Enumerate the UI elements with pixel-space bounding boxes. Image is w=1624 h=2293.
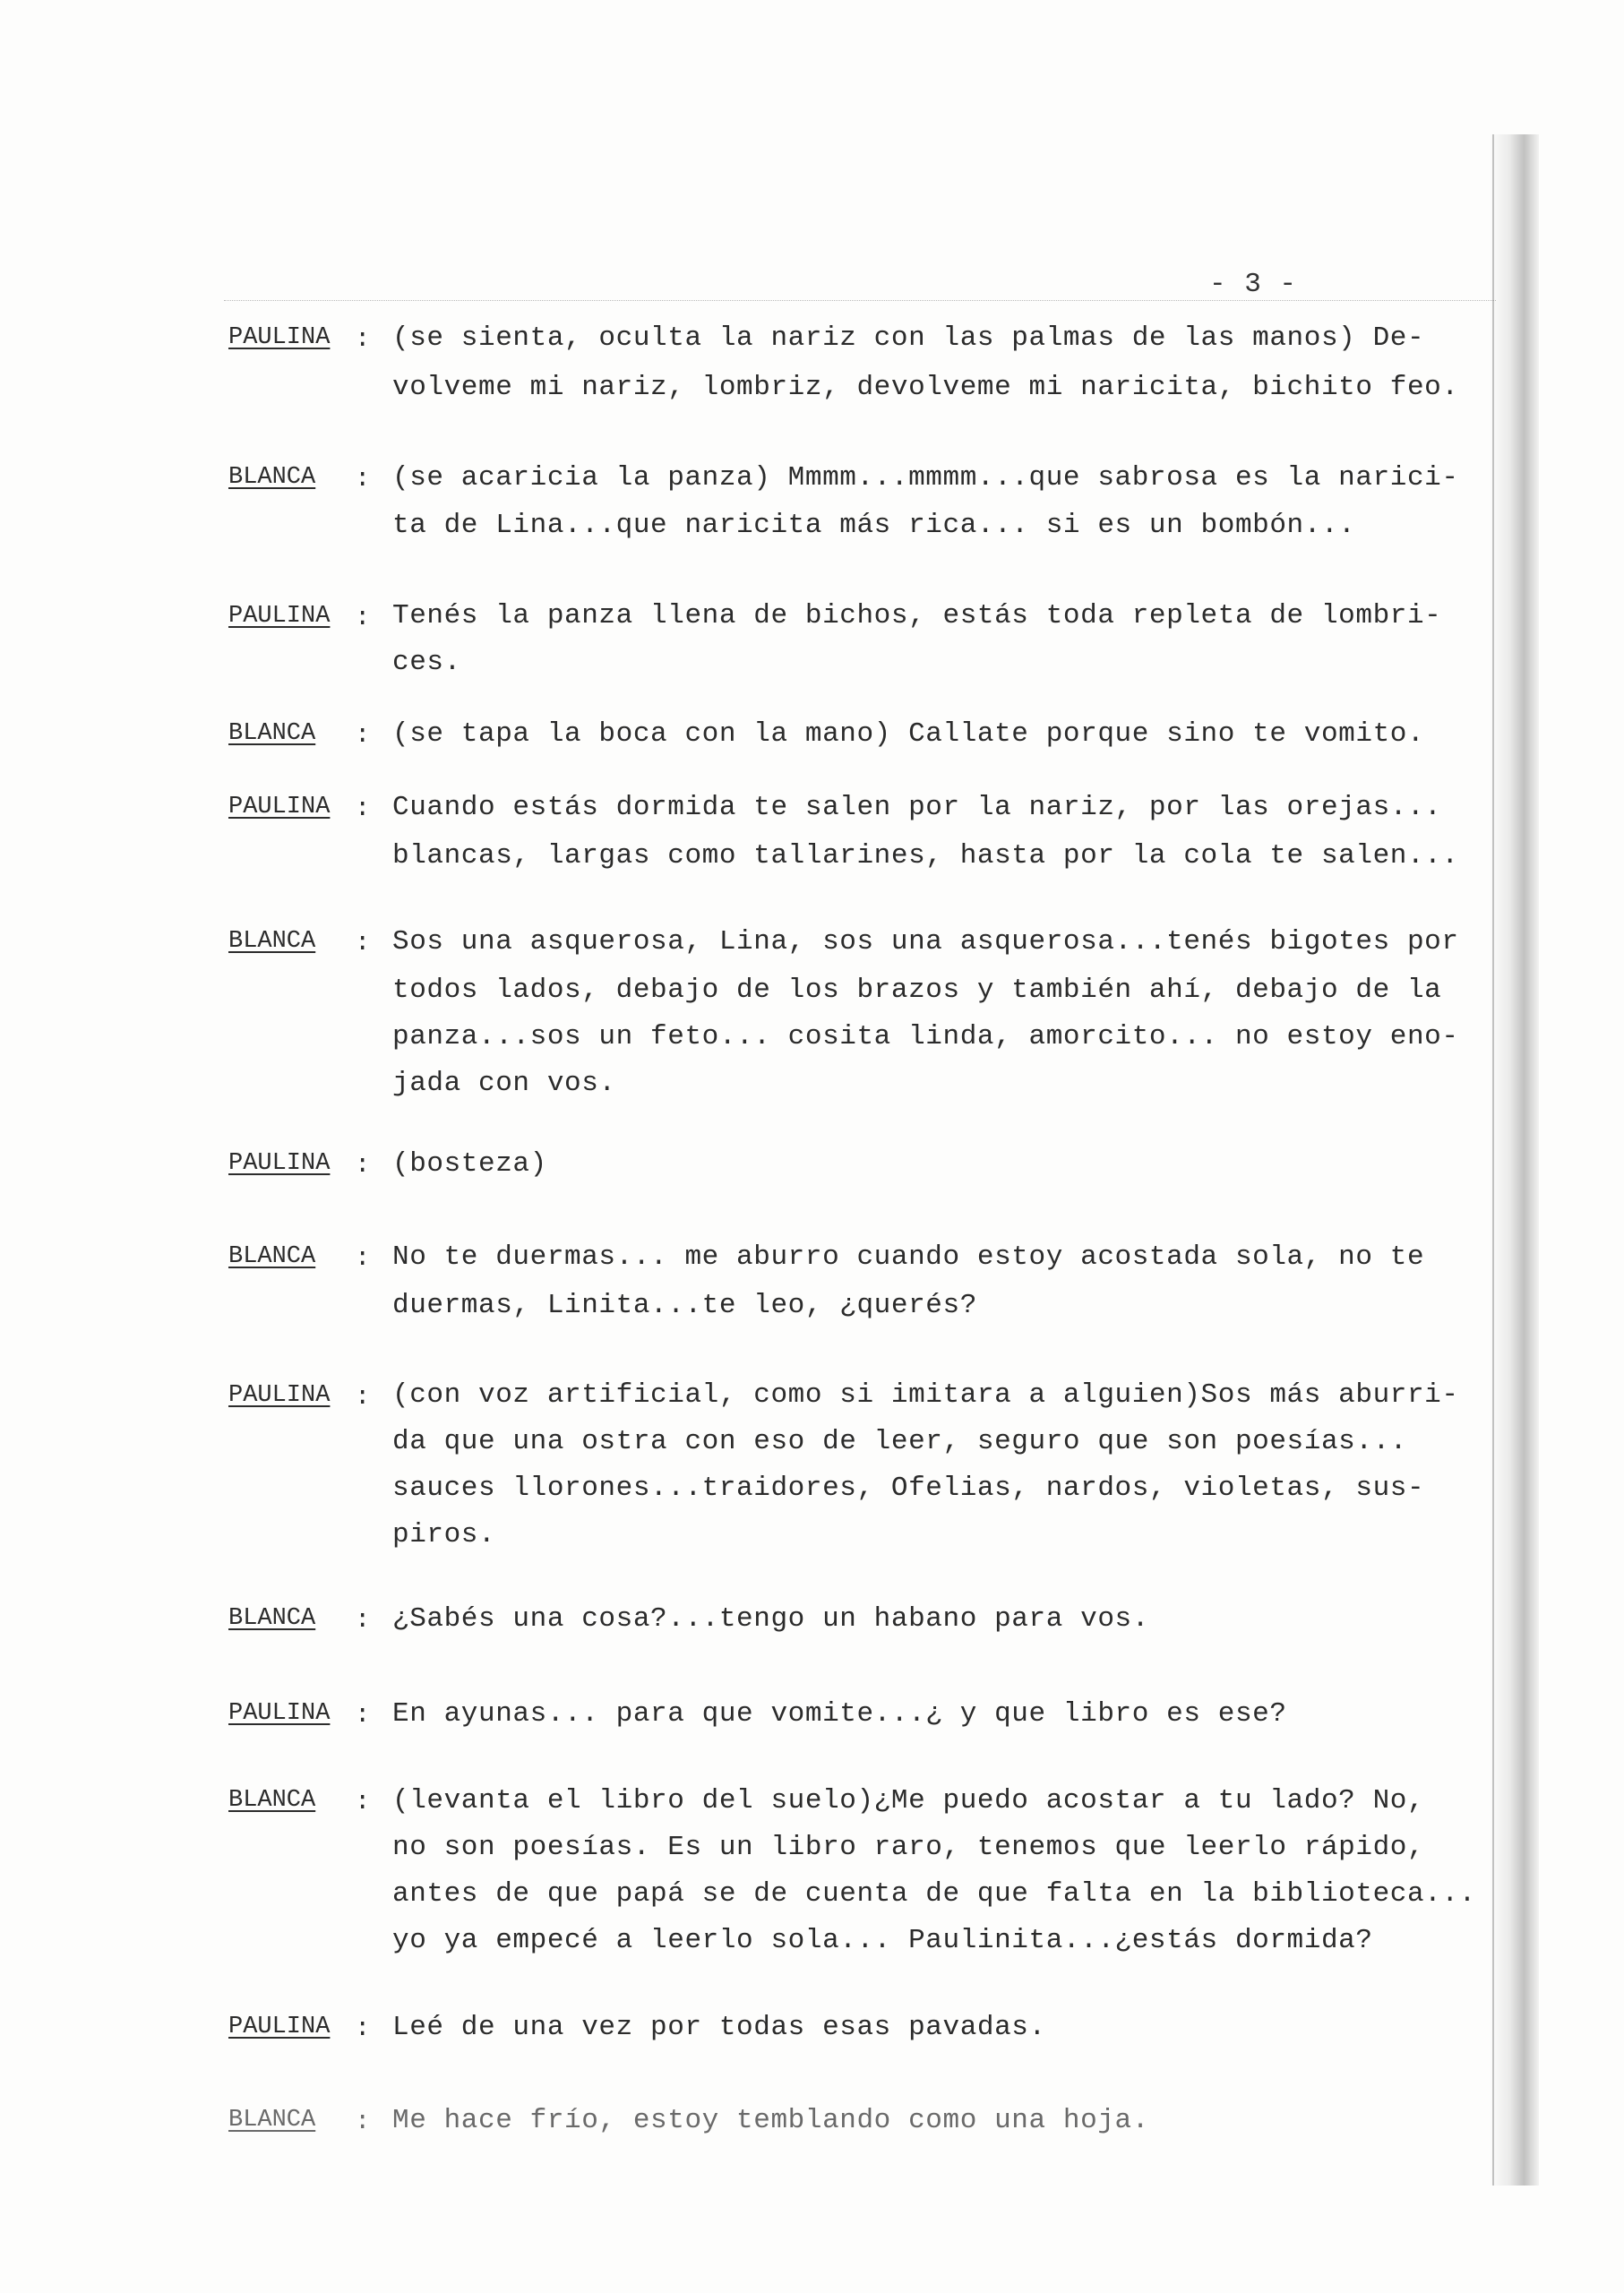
top-rule — [224, 300, 1496, 302]
speaker-name: PAULINA — [228, 2014, 331, 2040]
speaker-colon: : — [355, 1605, 371, 1635]
speaker-name: BLANCA — [228, 1605, 316, 1632]
dialogue-line: Sos una asquerosa, Lina, sos una asquerosa...tenés bigotes por — [392, 926, 1459, 958]
speaker-name: PAULINA — [228, 1150, 331, 1177]
speaker-name: PAULINA — [228, 1382, 331, 1409]
speaker-colon: : — [355, 1150, 371, 1180]
speaker-colon: : — [355, 324, 371, 354]
dialogue-line: todos lados, debajo de los brazos y también ahí, debajo de la — [392, 975, 1442, 1006]
speaker-colon: : — [355, 2107, 371, 2136]
speaker-name: BLANCA — [228, 928, 316, 955]
speaker-colon: : — [355, 1243, 371, 1273]
speaker-colon: : — [355, 1700, 371, 1730]
scan-edge-line — [1492, 134, 1494, 2186]
speaker-colon: : — [355, 720, 371, 750]
speaker-name: BLANCA — [228, 720, 316, 747]
dialogue-line: yo ya empecé a leerlo sola... Paulinita...¿estás dormida? — [392, 1925, 1373, 1956]
dialogue-line: No te duermas... me aburro cuando estoy acostada sola, no te — [392, 1241, 1425, 1273]
dialogue-line: Leé de una vez por todas esas pavadas. — [392, 2012, 1046, 2043]
page-number: - 3 - — [1209, 269, 1298, 300]
scan-edge-shadow — [1490, 134, 1539, 2186]
dialogue-line: (se acaricia la panza) Mmmm...mmmm...que sabrosa es la narici- — [392, 462, 1459, 494]
dialogue-line: sauces llorones...traidores, Ofelias, nardos, violetas, sus- — [392, 1473, 1425, 1504]
dialogue-line: duermas, Linita...te leo, ¿querés? — [392, 1290, 977, 1321]
dialogue-line: da que una ostra con eso de leer, seguro que son poesías... — [392, 1426, 1407, 1457]
dialogue-line: ces. — [392, 647, 461, 678]
speaker-name: BLANCA — [228, 2107, 316, 2134]
speaker-colon: : — [355, 603, 371, 632]
dialogue-line: ta de Lina...que naricita más rica... si es un bombón... — [392, 510, 1356, 541]
speaker-name: BLANCA — [228, 464, 316, 491]
speaker-name: BLANCA — [228, 1787, 316, 1814]
dialogue-line: jada con vos. — [392, 1068, 616, 1099]
speaker-name: PAULINA — [228, 603, 331, 630]
dialogue-line: piros. — [392, 1519, 496, 1550]
dialogue-line: ¿Sabés una cosa?...tengo un habano para vos. — [392, 1603, 1149, 1635]
dialogue-line: Cuando estás dormida te salen por la nariz, por las orejas... — [392, 792, 1442, 823]
speaker-name: PAULINA — [228, 1700, 331, 1727]
dialogue-line: no son poesías. Es un libro raro, tenemos que leerlo rápido, — [392, 1832, 1425, 1863]
dialogue-line: (con voz artificial, como si imitara a alguien)Sos más aburri- — [392, 1379, 1459, 1411]
speaker-name: PAULINA — [228, 794, 331, 820]
speaker-colon: : — [355, 2014, 371, 2043]
speaker-name: BLANCA — [228, 1243, 316, 1270]
speaker-colon: : — [355, 794, 371, 823]
dialogue-line: antes de que papá se de cuenta de que falta en la biblioteca... — [392, 1878, 1476, 1910]
dialogue-line: En ayunas... para que vomite...¿ y que libro es ese? — [392, 1698, 1287, 1730]
dialogue-line: (se tapa la boca con la mano) Callate porque sino te vomito. — [392, 718, 1425, 750]
dialogue-line: Me hace frío, estoy temblando como una hoja. — [392, 2105, 1149, 2136]
dialogue-line: blancas, largas como tallarines, hasta por la cola te salen... — [392, 840, 1459, 872]
dialogue-line: volveme mi nariz, lombriz, devolveme mi naricita, bichito feo. — [392, 372, 1459, 403]
dialogue-line: (se sienta, oculta la nariz con las palmas de las manos) De- — [392, 322, 1425, 354]
speaker-colon: : — [355, 928, 371, 958]
dialogue-line: (bosteza) — [392, 1148, 547, 1180]
speaker-colon: : — [355, 1382, 371, 1412]
dialogue-line: panza...sos un feto... cosita linda, amorcito... no estoy eno- — [392, 1021, 1459, 1052]
dialogue-line: Tenés la panza llena de bichos, estás toda repleta de lombri- — [392, 600, 1442, 631]
dialogue-line: (levanta el libro del suelo)¿Me puedo acostar a tu lado? No, — [392, 1785, 1425, 1816]
speaker-colon: : — [355, 464, 371, 494]
speaker-colon: : — [355, 1787, 371, 1816]
speaker-name: PAULINA — [228, 324, 331, 351]
